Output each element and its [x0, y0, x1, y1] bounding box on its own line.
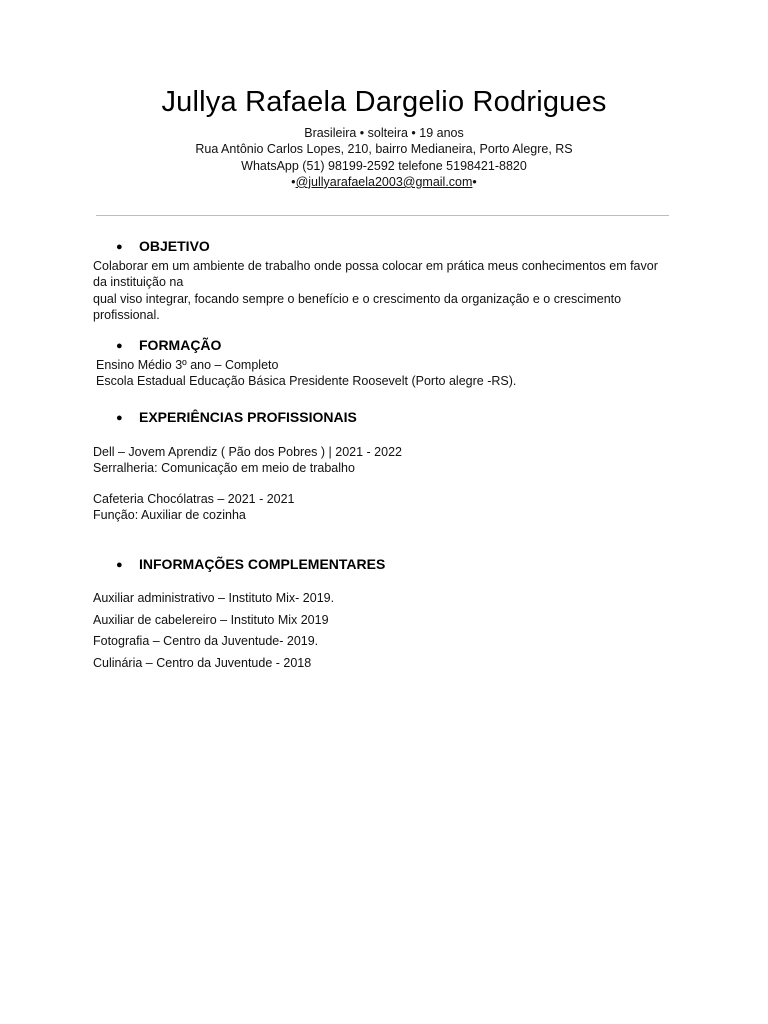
section-title: EXPERIÊNCIAS PROFISSIONAIS [139, 409, 357, 425]
formacao-line: Escola Estadual Educação Básica Presidente Roosevelt (Porto alegre -RS). [96, 374, 517, 389]
job-title-line: Dell – Jovem Aprendiz ( Pão dos Pobres ) | 2021 - 2022 [93, 445, 402, 459]
header-divider [96, 215, 669, 216]
bullet-icon: ● [116, 559, 123, 571]
contact-block [0, 125, 768, 190]
informacoes-list [93, 588, 334, 674]
section-title: OBJETIVO [139, 238, 210, 254]
objetivo-text [93, 258, 673, 323]
job-entry [93, 444, 402, 477]
objetivo-line: Colaborar em um ambiente de trabalho onde possa colocar em prática meus conhecimentos em favor da instituição na [93, 259, 658, 290]
job-detail-line: Serralheria: Comunicação em meio de trabalho [93, 461, 355, 476]
section-title: FORMAÇÃO [139, 337, 222, 353]
job-detail-line: Função: Auxiliar de cozinha [93, 508, 246, 523]
list-item: Auxiliar de cabelereiro – Instituto Mix 2019 [93, 612, 329, 627]
personal-info: Brasileira • solteira • 19 anos [304, 126, 464, 140]
address: Rua Antônio Carlos Lopes, 210, bairro Medianeira, Porto Alegre, RS [195, 142, 573, 157]
bullet-icon: ● [116, 241, 123, 253]
formacao-text [96, 357, 516, 390]
email-line [0, 174, 768, 190]
section-heading-experiencias [116, 409, 357, 425]
formacao-line: Ensino Médio 3º ano – Completo [96, 358, 279, 372]
section-heading-formacao [116, 337, 221, 353]
section-heading-objetivo [116, 238, 210, 254]
job-title-line: Cafeteria Chocólatras – 2021 - 2021 [93, 492, 295, 506]
section-title: INFORMAÇÕES COMPLEMENTARES [139, 556, 386, 572]
email-link[interactable]: @jullyarafaela2003@gmail.com [295, 174, 473, 189]
candidate-name: Jullya Rafaela Dargelio Rodrigues [161, 86, 607, 118]
bullet-icon: ● [116, 412, 123, 424]
list-item: Culinária – Centro da Juventude - 2018 [93, 655, 312, 670]
list-item: Fotografia – Centro da Juventude- 2019. [93, 634, 319, 648]
objetivo-line: qual viso integrar, focando sempre o benefício e o crescimento da organização e o crescimento profissional. [93, 291, 622, 322]
email-prefix: • [291, 174, 296, 189]
phone-numbers: WhatsApp (51) 98199-2592 telefone 5198421-8820 [241, 158, 527, 173]
section-heading-informacoes [116, 556, 385, 572]
bullet-icon: ● [116, 340, 123, 352]
list-item: Auxiliar administrativo – Instituto Mix- 2019. [93, 591, 335, 605]
email-suffix: • [472, 174, 477, 189]
job-entry [93, 491, 295, 524]
